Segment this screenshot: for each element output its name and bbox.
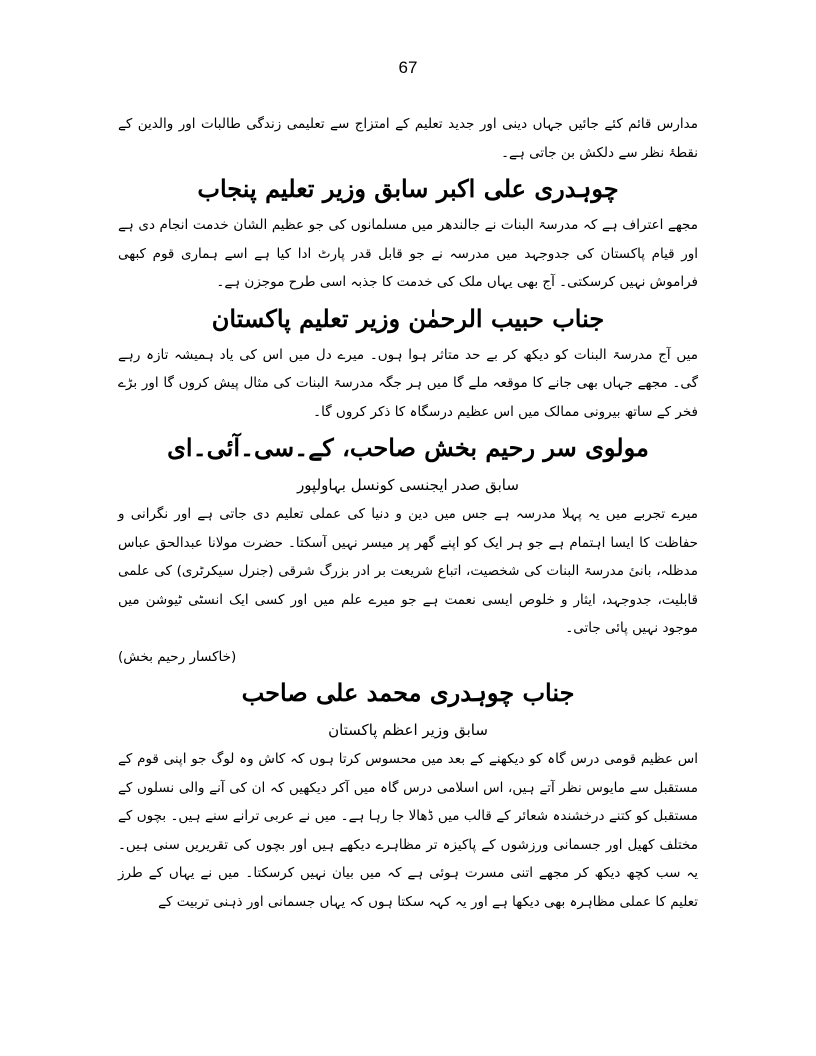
signature: (خاکسار رحیم بخش) bbox=[118, 648, 237, 665]
section-subheading: سابق وزیر اعظم پاکستان bbox=[328, 721, 488, 739]
intro-paragraph: مدارس قائم کئے جائیں جہاں دینی اور جدید تعلیم کے امتزاج سے تعلیمی زندگی طالبات اور والدین کے نقطۂ نظر سے دلکش بن جاتی ہے۔ bbox=[118, 116, 698, 161]
section-heading: جناب حبیب الرحمٰن وزیر تعلیم پاکستان bbox=[211, 303, 605, 333]
section-paragraph: میرے تجربے میں یہ پہلا مدرسہ ہے جس میں دین و دنیا کی عملی تعلیم دی جاتی ہے اور نگرانی و حفاظت کا ایسا اہتمام ہے جو ہر ایک کو اپنے گھر پر میسر نہیں آسکتا۔ حضرت مولانا عبدالحق عباس مدظلہ، بانیٔ مدرسۃ البنات کی شخصیت، اتباع شریعت بر ادر بزرگ شرقی (جنرل سیکرٹری) کی علمی قابلیت، جدوجہد، ایثار و خلوص ایسی نعمت ہے جو میرے علم میں اور کسی ایک انسٹی ٹیوشن میں موجود نہیں پائی جاتی۔ bbox=[118, 506, 698, 636]
signature-line bbox=[118, 643, 698, 672]
section-muhammad-ali bbox=[118, 671, 698, 916]
section-paragraph: میں آج مدرسۃ البنات کو دیکھ کر بے حد متاثر ہوا ہوں۔ میرے دل میں اس کی یاد ہمیشہ تازہ رہے گی۔ مجھے جہاں بھی جانے کا موقعہ ملے گا میں ہر جگہ مدرسۃ البنات کی مثال پیش کروں گا اور بڑے فخر کے ساتھ بیرونی ممالک میں اس عظیم درسگاہ کا ذکر کروں گا۔ bbox=[118, 346, 698, 420]
section-ali-akbar bbox=[118, 167, 698, 297]
section-heading: مولوی سر رحیم بخش صاحب، کے۔سی۔آئی۔ای bbox=[167, 433, 649, 462]
section-subheading: سابق صدر ایجنسی کونسل بہاولپور bbox=[297, 476, 519, 494]
section-rahim-bakhsh bbox=[118, 426, 698, 671]
section-paragraph: مجھے اعتراف ہے کہ مدرسۃ البنات نے جالندھر میں مسلمانوں کی جو عظیم الشان خدمت انجام دی ہے اور قیام پاکستان کی جدوجہد میں مدرسہ نے جو قابل قدر پارٹ ادا کیا ہے اسے ہماری قوم کبھی فراموش نہیں کرسکتی۔ آج بھی یہاں ملک کی خدمت کا جذبہ اسی طرح موجزن ہے۔ bbox=[118, 217, 698, 290]
page-body bbox=[118, 110, 698, 916]
page-number: 67 bbox=[398, 58, 418, 77]
section-habib-ur-rehman bbox=[118, 297, 698, 427]
section-heading: چوہدری علی اکبر سابق وزیر تعلیم پنجاب bbox=[197, 174, 619, 203]
section-paragraph: اس عظیم قومی درس گاہ کو دیکھنے کے بعد میں محسوس کرتا ہوں کہ کاش وہ لوگ جو اپنی قوم کے مستقبل سے مایوس نظر آتے ہیں، اس اسلامی درس گاہ میں آکر دیکھیں کہ ان کی آنے والی نسلوں کے مستقبل کو کتنے درخشندہ شعائر کے قالب میں ڈھالا جا رہا ہے۔ میں نے عربی ترانے سنے ہیں۔ بچوں کے مختلف کھیل اور جسمانی ورزشوں کے پاکیزہ تر مظاہرے دیکھے ہیں اور بچوں کی تقریریں سنی ہیں۔ یہ سب کچھ دیکھ کر مجھے اتنی مسرت ہوئی ہے کہ میں بیان نہیں کرسکتا۔ میں نے یہاں کے طرز تعلیم کا عملی مظاہرہ بھی دیکھا ہے اور یہ کہہ سکتا ہوں کہ یہاں جسمانی اور ذہنی تربیت کے bbox=[118, 751, 698, 910]
section-heading: جناب چوہدری محمد علی صاحب bbox=[241, 678, 575, 707]
